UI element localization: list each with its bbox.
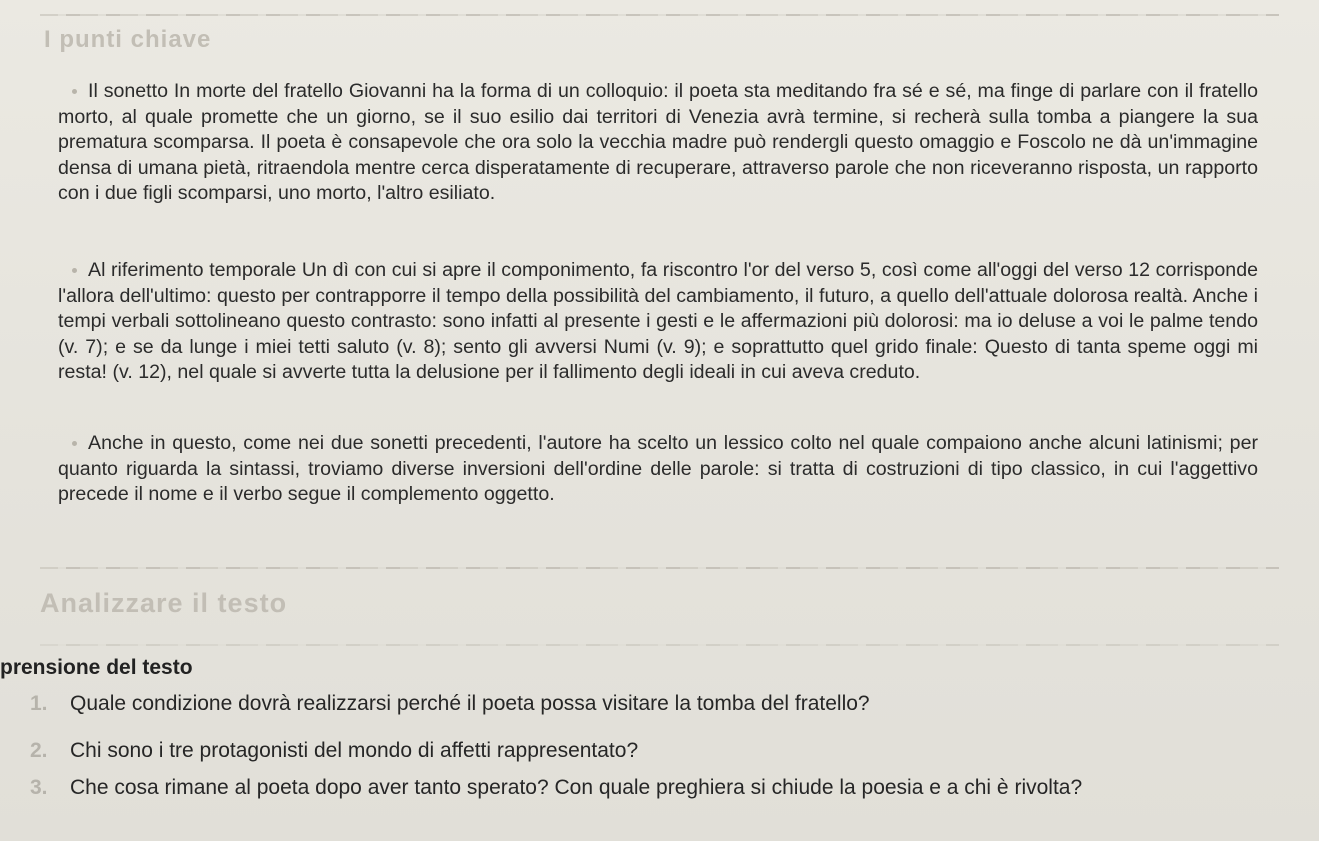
question-text: Quale condizione dovrà realizzarsi perché il poeta possa visitare la tomba del fratello? bbox=[70, 692, 870, 715]
middle-divider bbox=[40, 567, 1279, 569]
question-3 bbox=[30, 776, 1082, 800]
question-number: 1. bbox=[30, 692, 48, 715]
question-number: 3. bbox=[30, 776, 48, 799]
question-text: Che cosa rimane al poeta dopo aver tanto sperato? Con quale preghiera si chiude la poesia e a chi è rivolta? bbox=[70, 776, 1083, 799]
section-title: I punti chiave bbox=[44, 26, 212, 53]
bullet-paragraph-2 bbox=[58, 258, 1258, 386]
top-divider bbox=[40, 14, 1279, 16]
question-text: Chi sono i tre protagonisti del mondo di affetti rappresentato? bbox=[70, 739, 639, 762]
section2-title: Analizzare il testo bbox=[40, 588, 288, 618]
question-1 bbox=[30, 692, 870, 716]
bullet-text-3: Anche in questo, come nei due sonetti precedenti, l'autore ha scelto un lessico colto nel quale compaiono anche alcuni latinismi; per quanto riguarda la sintassi, troviamo diverse inversioni dell'ordine delle parole: si tratta di costruzioni di tipo classico, in cui l'aggettivo precede il nome e il verbo segue il complemento oggetto. bbox=[58, 432, 1258, 506]
bullet-paragraph-1 bbox=[58, 79, 1258, 207]
question-2 bbox=[30, 739, 638, 763]
bullet-text-1: Il sonetto In morte del fratello Giovanni ha la forma di un colloquio: il poeta sta meditando fra sé e sé, ma finge di parlare con il fratello morto, al quale promette che un giorno, se il suo esilio dai territori di Venezia avrà termine, si recherà sulla tomba a piangere la sua prematura scomparsa. Il poeta è consapevole che ora solo la vecchia madre può rendergli questo omaggio e Foscolo ne dà un'immagine densa di umana pietà, ritraendola mentre cerca disperatamente di recuperare, attraverso parole che non riceveranno risposta, un rapporto con i due figli scomparsi, uno morto, l'altro esiliato. bbox=[58, 80, 1258, 205]
bullet-text-2: Al riferimento temporale Un dì con cui si apre il componimento, fa riscontro l'or del verso 5, così come all'oggi del verso 12 corrisponde l'allora dell'ultimo: questo per contrapporre il tempo della possibilità del cambiamento, il futuro, a quello dell'attuale dolorosa realtà. Anche i tempi verbali sottolineano questo contrasto: sono infatti al presente i gesti e le affermazioni più dolorosi: ma io deluse a voi le palme tendo (v. 7); e se da lunge i miei tetti saluto (v. 8); sento gli avversi Numi (v. 9); e soprattutto quel grido finale: Questo di tanta speme oggi mi resta! (v. 12), nel quale si avverte tutta la delusione per il fallimento degli ideali in cui aveva creduto. bbox=[58, 259, 1258, 384]
bullet-paragraph-3 bbox=[58, 431, 1258, 508]
lower-divider bbox=[40, 644, 1279, 646]
question-number: 2. bbox=[30, 739, 48, 762]
subsection-title: prensione del testo bbox=[0, 656, 193, 679]
